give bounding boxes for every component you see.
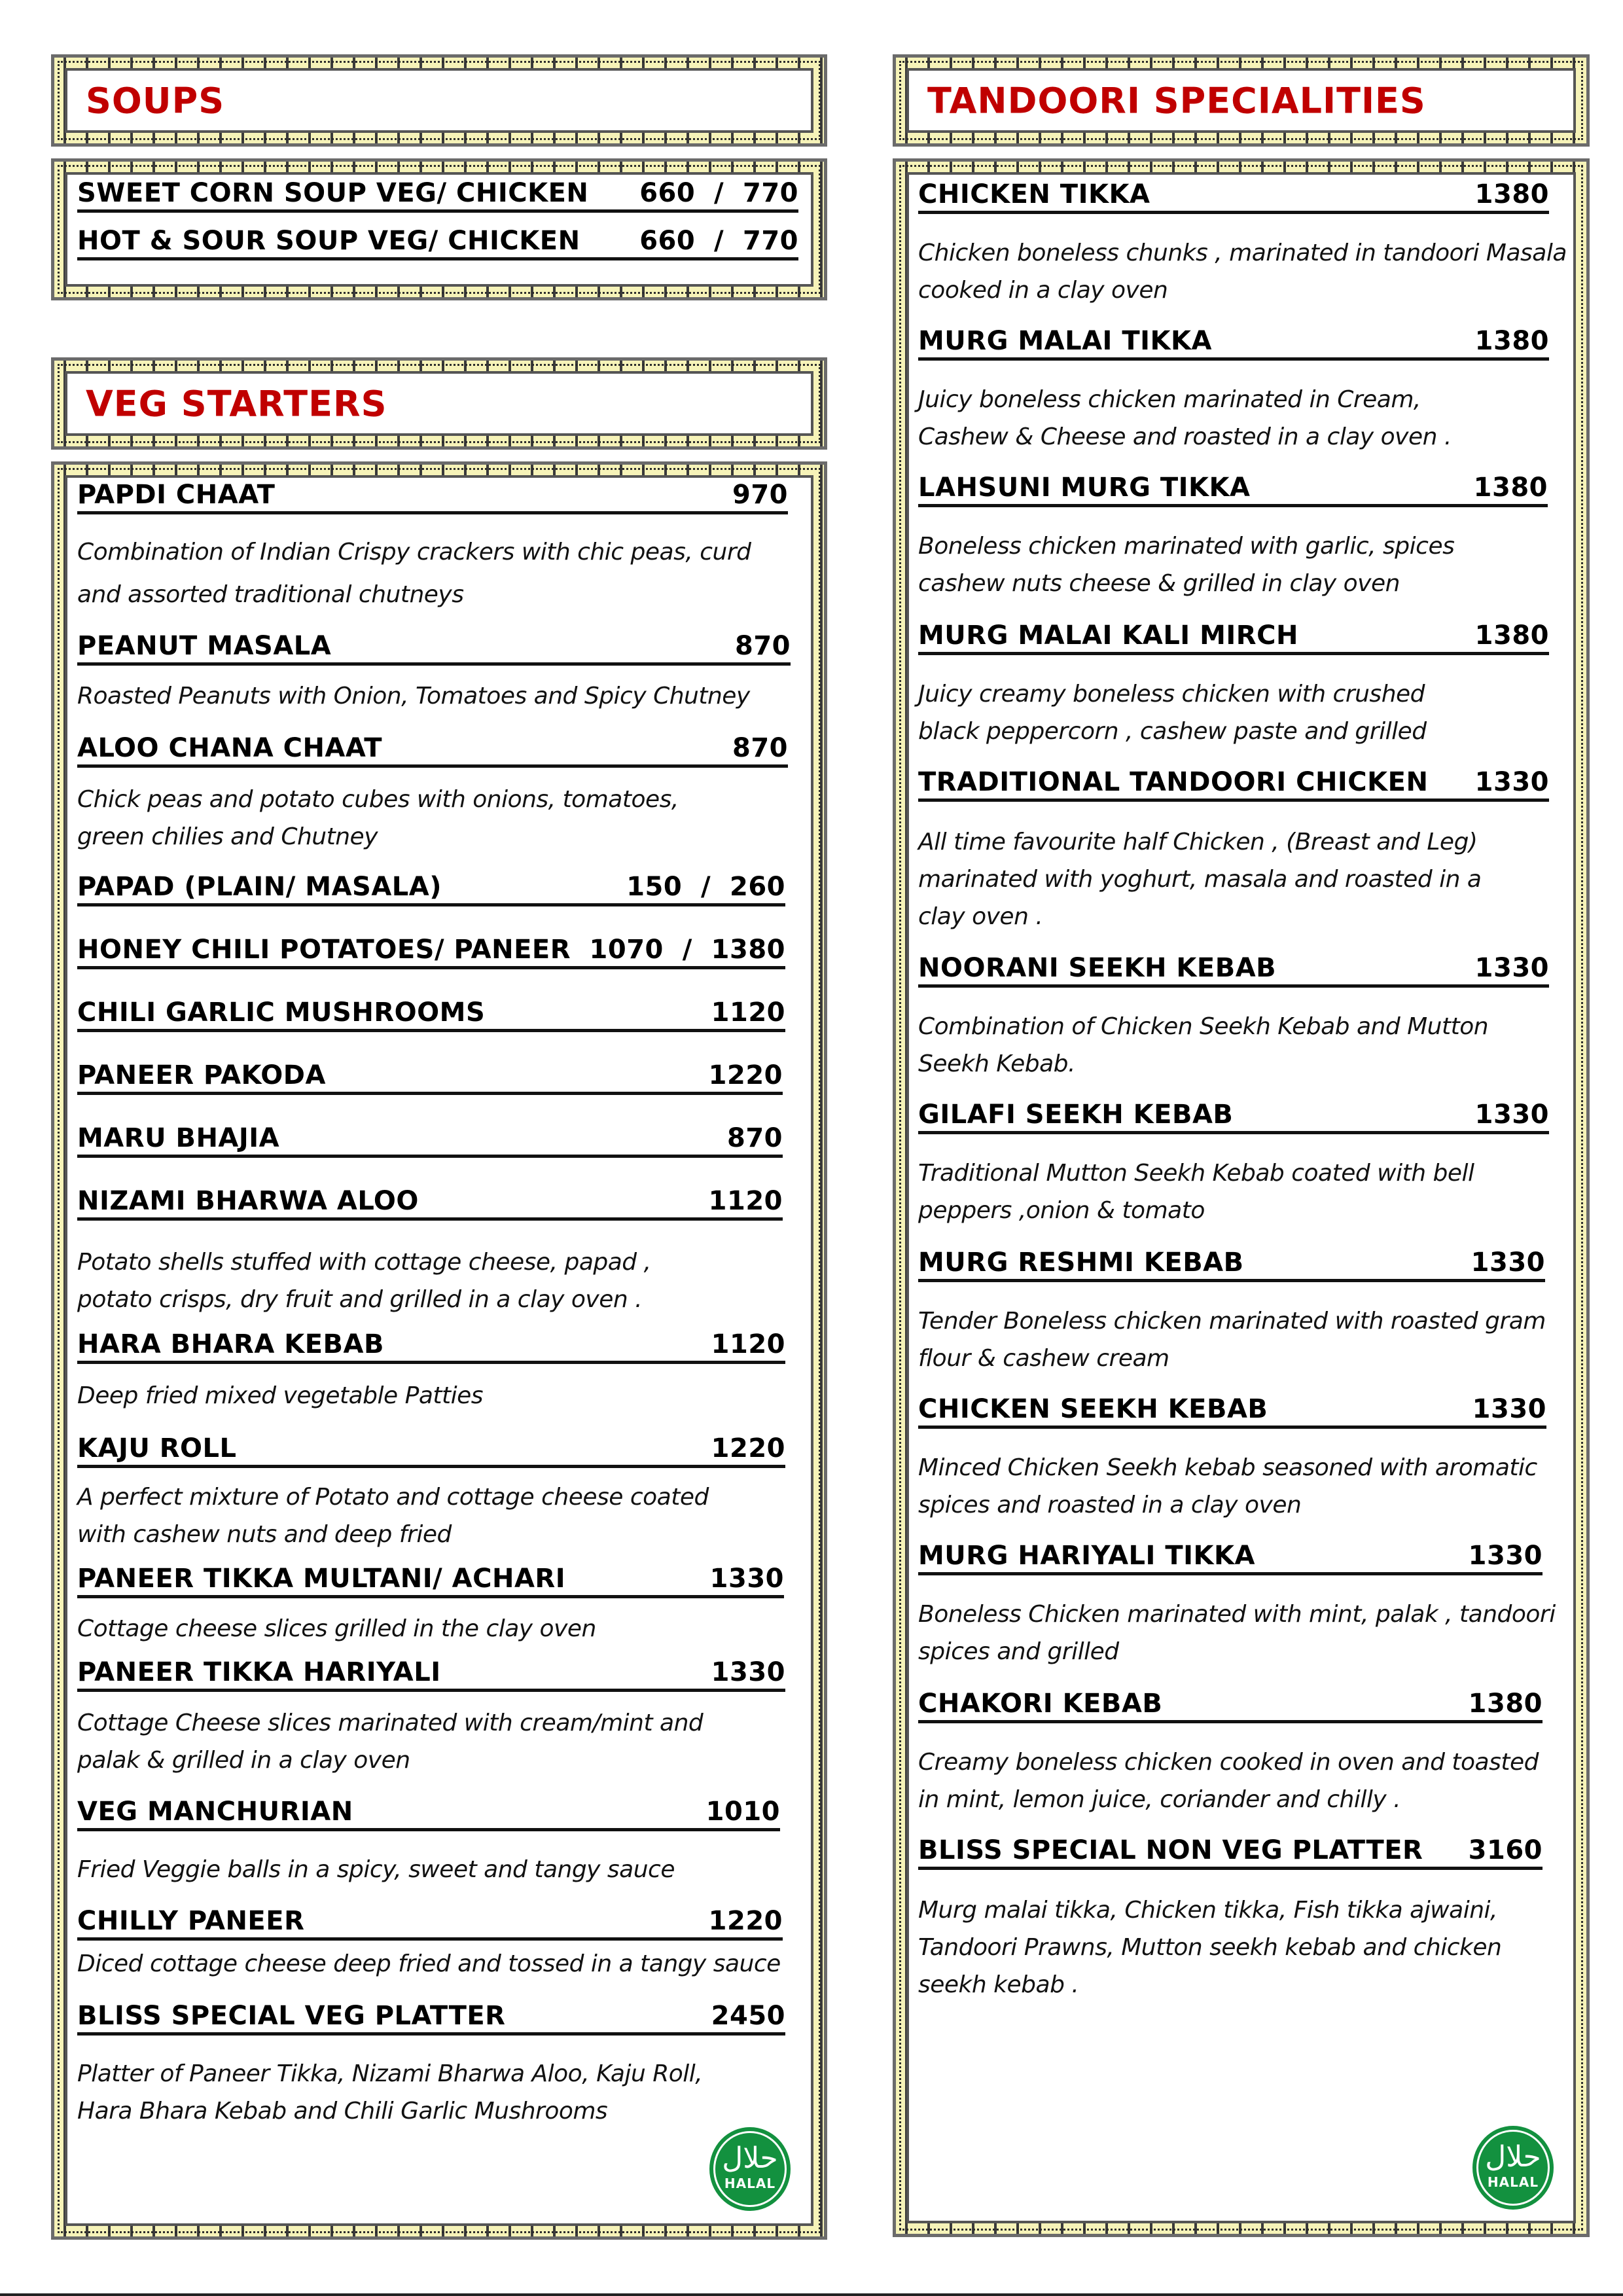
- item-name: CHICKEN SEEKH KEBAB: [918, 1394, 1268, 1424]
- menu-item-noorani-seekh-kebab: [918, 953, 1549, 988]
- menu-item-gilafi-seekh-kebab: [918, 1100, 1549, 1134]
- item-description: Potato shells stuffed with cottage cheese, papad , potato crisps, dry fruit and grilled in a clay oven .: [77, 1249, 651, 1313]
- item-description: Chicken boneless chunks , marinated in tandoori Masala cooked in a clay oven: [918, 240, 1567, 304]
- item-name: VEG MANCHURIAN: [77, 1797, 353, 1827]
- item-name: CHAKORI KEBAB: [918, 1689, 1163, 1719]
- item-name: NIZAMI BHARWA ALOO: [77, 1186, 419, 1216]
- item-name: MURG MALAI KALI MIRCH: [918, 620, 1298, 651]
- item-price: 660 / 770: [639, 226, 798, 256]
- item-description: Traditional Mutton Seekh Kebab coated with bell peppers ,onion & tomato: [918, 1160, 1474, 1224]
- menu-item-hot-sour-soup: [77, 226, 798, 260]
- menu-item-kaju-roll: [77, 1433, 785, 1468]
- item-name: KAJU ROLL: [77, 1433, 237, 1463]
- item-price: 1330: [1468, 1541, 1543, 1571]
- page-bottom-rule: [0, 2293, 1623, 2296]
- item-name: PANEER PAKODA: [77, 1060, 326, 1090]
- halal-label: HALAL: [1487, 2174, 1539, 2190]
- item-name: GILAFI SEEKH KEBAB: [918, 1100, 1234, 1130]
- item-description: Combination of Chicken Seekh Kebab and Mutton Seekh Kebab.: [918, 1013, 1489, 1077]
- item-description: A perfect mixture of Potato and cottage cheese coated with cashew nuts and deep fried: [77, 1484, 709, 1548]
- item-price: 870: [735, 631, 791, 661]
- menu-item-papdi-chaat: [77, 480, 788, 514]
- item-price: 3160: [1468, 1835, 1543, 1865]
- item-name: CHICKEN TIKKA: [918, 179, 1150, 209]
- menu-item-paneer-tikka-hariyali: [77, 1657, 785, 1692]
- item-price: 1120: [711, 1329, 785, 1359]
- item-name: MURG MALAI TIKKA: [918, 326, 1212, 356]
- item-name: NOORANI SEEKH KEBAB: [918, 953, 1277, 983]
- item-name: TRADITIONAL TANDOORI CHICKEN: [918, 767, 1429, 797]
- item-price: 1380: [1474, 179, 1549, 209]
- item-description: Juicy creamy boneless chicken with crushed black peppercorn , cashew paste and grilled: [918, 681, 1427, 745]
- menu-item-bliss-veg-platter: [77, 2001, 785, 2036]
- tandoori-header-inner: [906, 68, 1576, 133]
- item-name: BLISS SPECIAL NON VEG PLATTER: [918, 1835, 1423, 1865]
- menu-item-murg-reshmi-kebab: [918, 1247, 1545, 1282]
- item-price: 660 / 770: [639, 178, 798, 208]
- menu-item-aloo-chana-chaat: [77, 733, 788, 768]
- item-description: Roasted Peanuts with Onion, Tomatoes and Spicy Chutney: [77, 683, 750, 709]
- item-price: 870: [732, 733, 788, 763]
- item-price: 1330: [1474, 1100, 1549, 1130]
- item-description: Chick peas and potato cubes with onions, tomatoes, green chilies and Chutney: [77, 786, 679, 850]
- item-description: Murg malai tikka, Chicken tikka, Fish tikka ajwaini, Tandoori Prawns, Mutton seekh kebab and chicken seekh kebab .: [918, 1897, 1502, 1998]
- menu-item-hara-bhara-kebab: [77, 1329, 785, 1364]
- item-description: Juicy boneless chicken marinated in Cream, Cashew & Cheese and roasted in a clay oven .: [918, 386, 1452, 450]
- item-description: Deep fried mixed vegetable Patties: [77, 1382, 484, 1409]
- soups-header-box: [51, 54, 827, 147]
- menu-item-chakori-kebab: [918, 1689, 1543, 1723]
- menu-item-sweet-corn-soup: [77, 178, 798, 213]
- section-title-veg-starters: VEG STARTERS: [86, 383, 387, 424]
- item-name: HARA BHARA KEBAB: [77, 1329, 384, 1359]
- item-price: 1220: [708, 1906, 783, 1936]
- item-description: Platter of Paneer Tikka, Nizami Bharwa Aloo, Kaju Roll, Hara Bhara Kebab and Chili Garlic Mushrooms: [77, 2060, 703, 2125]
- item-name: PANEER TIKKA MULTANI/ ACHARI: [77, 1564, 566, 1594]
- item-price: 1380: [1474, 326, 1549, 356]
- tandoori-header-box: [893, 54, 1590, 147]
- item-name: BLISS SPECIAL VEG PLATTER: [77, 2001, 506, 2031]
- item-name: MURG RESHMI KEBAB: [918, 1247, 1244, 1278]
- item-price: 1330: [1471, 1247, 1545, 1278]
- menu-item-chilly-paneer: [77, 1906, 783, 1941]
- item-description: Diced cottage cheese deep fried and tossed in a tangy sauce: [77, 1950, 781, 1977]
- item-description: Creamy boneless chicken cooked in oven and toasted in mint, lemon juice, coriander and chilly .: [918, 1749, 1539, 1813]
- menu-item-paneer-tikka-multani: [77, 1564, 784, 1598]
- item-name: PANEER TIKKA HARIYALI: [77, 1657, 441, 1687]
- item-price: 1330: [711, 1657, 785, 1687]
- halal-arabic-text: حلال: [1485, 2140, 1541, 2174]
- item-description: Cottage Cheese slices marinated with cream/mint and palak & grilled in a clay oven: [77, 1710, 704, 1774]
- item-name: CHILLY PANEER: [77, 1906, 305, 1936]
- menu-item-chili-garlic-mushrooms: [77, 997, 785, 1032]
- item-price: 1010: [705, 1797, 780, 1827]
- halal-badge-right: [1472, 2126, 1554, 2210]
- item-price: 2450: [711, 2001, 785, 2031]
- item-price: 1330: [1472, 1394, 1546, 1424]
- item-price: 1220: [711, 1433, 785, 1463]
- menu-item-veg-manchurian: [77, 1797, 780, 1831]
- item-price: 1120: [711, 997, 785, 1028]
- halal-arabic-text: حلال: [722, 2142, 778, 2175]
- item-description: Combination of Indian Crispy crackers with chic peas, curd and assorted traditional chutneys: [77, 539, 751, 608]
- item-name: MURG HARIYALI TIKKA: [918, 1541, 1255, 1571]
- item-name: ALOO CHANA CHAAT: [77, 733, 383, 763]
- item-price: 1220: [708, 1060, 783, 1090]
- item-price: 970: [732, 480, 788, 510]
- menu-item-honey-chili: [77, 935, 785, 969]
- item-price: 1070 / 1380: [589, 935, 785, 965]
- item-name: PEANUT MASALA: [77, 631, 332, 661]
- item-description: Tender Boneless chicken marinated with roasted gram flour & cashew cream: [918, 1308, 1546, 1372]
- menu-item-bliss-non-veg-platter: [918, 1835, 1543, 1870]
- veg-starters-header-box: [51, 357, 827, 450]
- menu-item-peanut-masala: [77, 631, 791, 666]
- item-price: 1380: [1474, 620, 1549, 651]
- item-name: PAPAD (PLAIN/ MASALA): [77, 872, 442, 902]
- item-name: SWEET CORN SOUP VEG/ CHICKEN: [77, 178, 589, 208]
- item-price: 1380: [1468, 1689, 1543, 1719]
- menu-item-paneer-pakoda: [77, 1060, 783, 1095]
- item-name: PAPDI CHAAT: [77, 480, 276, 510]
- item-description: Cottage cheese slices grilled in the clay oven: [77, 1615, 596, 1642]
- halal-label: HALAL: [724, 2176, 776, 2191]
- menu-item-chicken-seekh-kebab: [918, 1394, 1546, 1429]
- section-title-tandoori: TANDOORI SPECIALITIES: [927, 80, 1426, 121]
- item-name: HONEY CHILI POTATOES/ PANEER: [77, 935, 571, 965]
- item-name: MARU BHAJIA: [77, 1123, 280, 1153]
- item-price: 1120: [708, 1186, 783, 1216]
- item-name: HOT & SOUR SOUP VEG/ CHICKEN: [77, 226, 580, 256]
- item-price: 1330: [709, 1564, 784, 1594]
- menu-item-murg-malai-kali-mirch: [918, 620, 1549, 655]
- veg-starters-header-inner: [65, 371, 813, 436]
- menu-item-murg-hariyali-tikka: [918, 1541, 1543, 1575]
- item-price: 1330: [1474, 953, 1549, 983]
- item-description: All time favourite half Chicken , (Breast and Leg) marinated with yoghurt, masala and roasted in a clay oven .: [918, 829, 1482, 930]
- item-price: 150 / 260: [626, 872, 785, 902]
- item-price: 870: [727, 1123, 783, 1153]
- section-title-soups: SOUPS: [86, 80, 225, 121]
- menu-item-nizami-bharwa-aloo: [77, 1186, 783, 1221]
- item-description: Fried Veggie balls in a spicy, sweet and tangy sauce: [77, 1856, 675, 1883]
- item-description: Minced Chicken Seekh kebab seasoned with aromatic spices and roasted in a clay oven: [918, 1454, 1537, 1518]
- menu-item-murg-malai-tikka: [918, 326, 1549, 361]
- menu-item-maru-bhajia: [77, 1123, 783, 1158]
- item-name: CHILI GARLIC MUSHROOMS: [77, 997, 486, 1028]
- item-price: 1380: [1473, 473, 1548, 503]
- menu-item-lahsuni-murg-tikka: [918, 473, 1548, 507]
- halal-badge-left: [709, 2127, 791, 2211]
- menu-item-chicken-tikka: [918, 179, 1549, 214]
- item-description: Boneless chicken marinated with garlic, spices cashew nuts cheese & grilled in clay oven: [918, 533, 1455, 597]
- item-description: Boneless Chicken marinated with mint, palak , tandoori spices and grilled: [918, 1601, 1556, 1665]
- menu-item-traditional-tandoori-chicken: [918, 767, 1549, 802]
- item-name: LAHSUNI MURG TIKKA: [918, 473, 1251, 503]
- menu-item-papad: [77, 872, 785, 906]
- soups-header-inner: [65, 68, 813, 133]
- item-price: 1330: [1474, 767, 1549, 797]
